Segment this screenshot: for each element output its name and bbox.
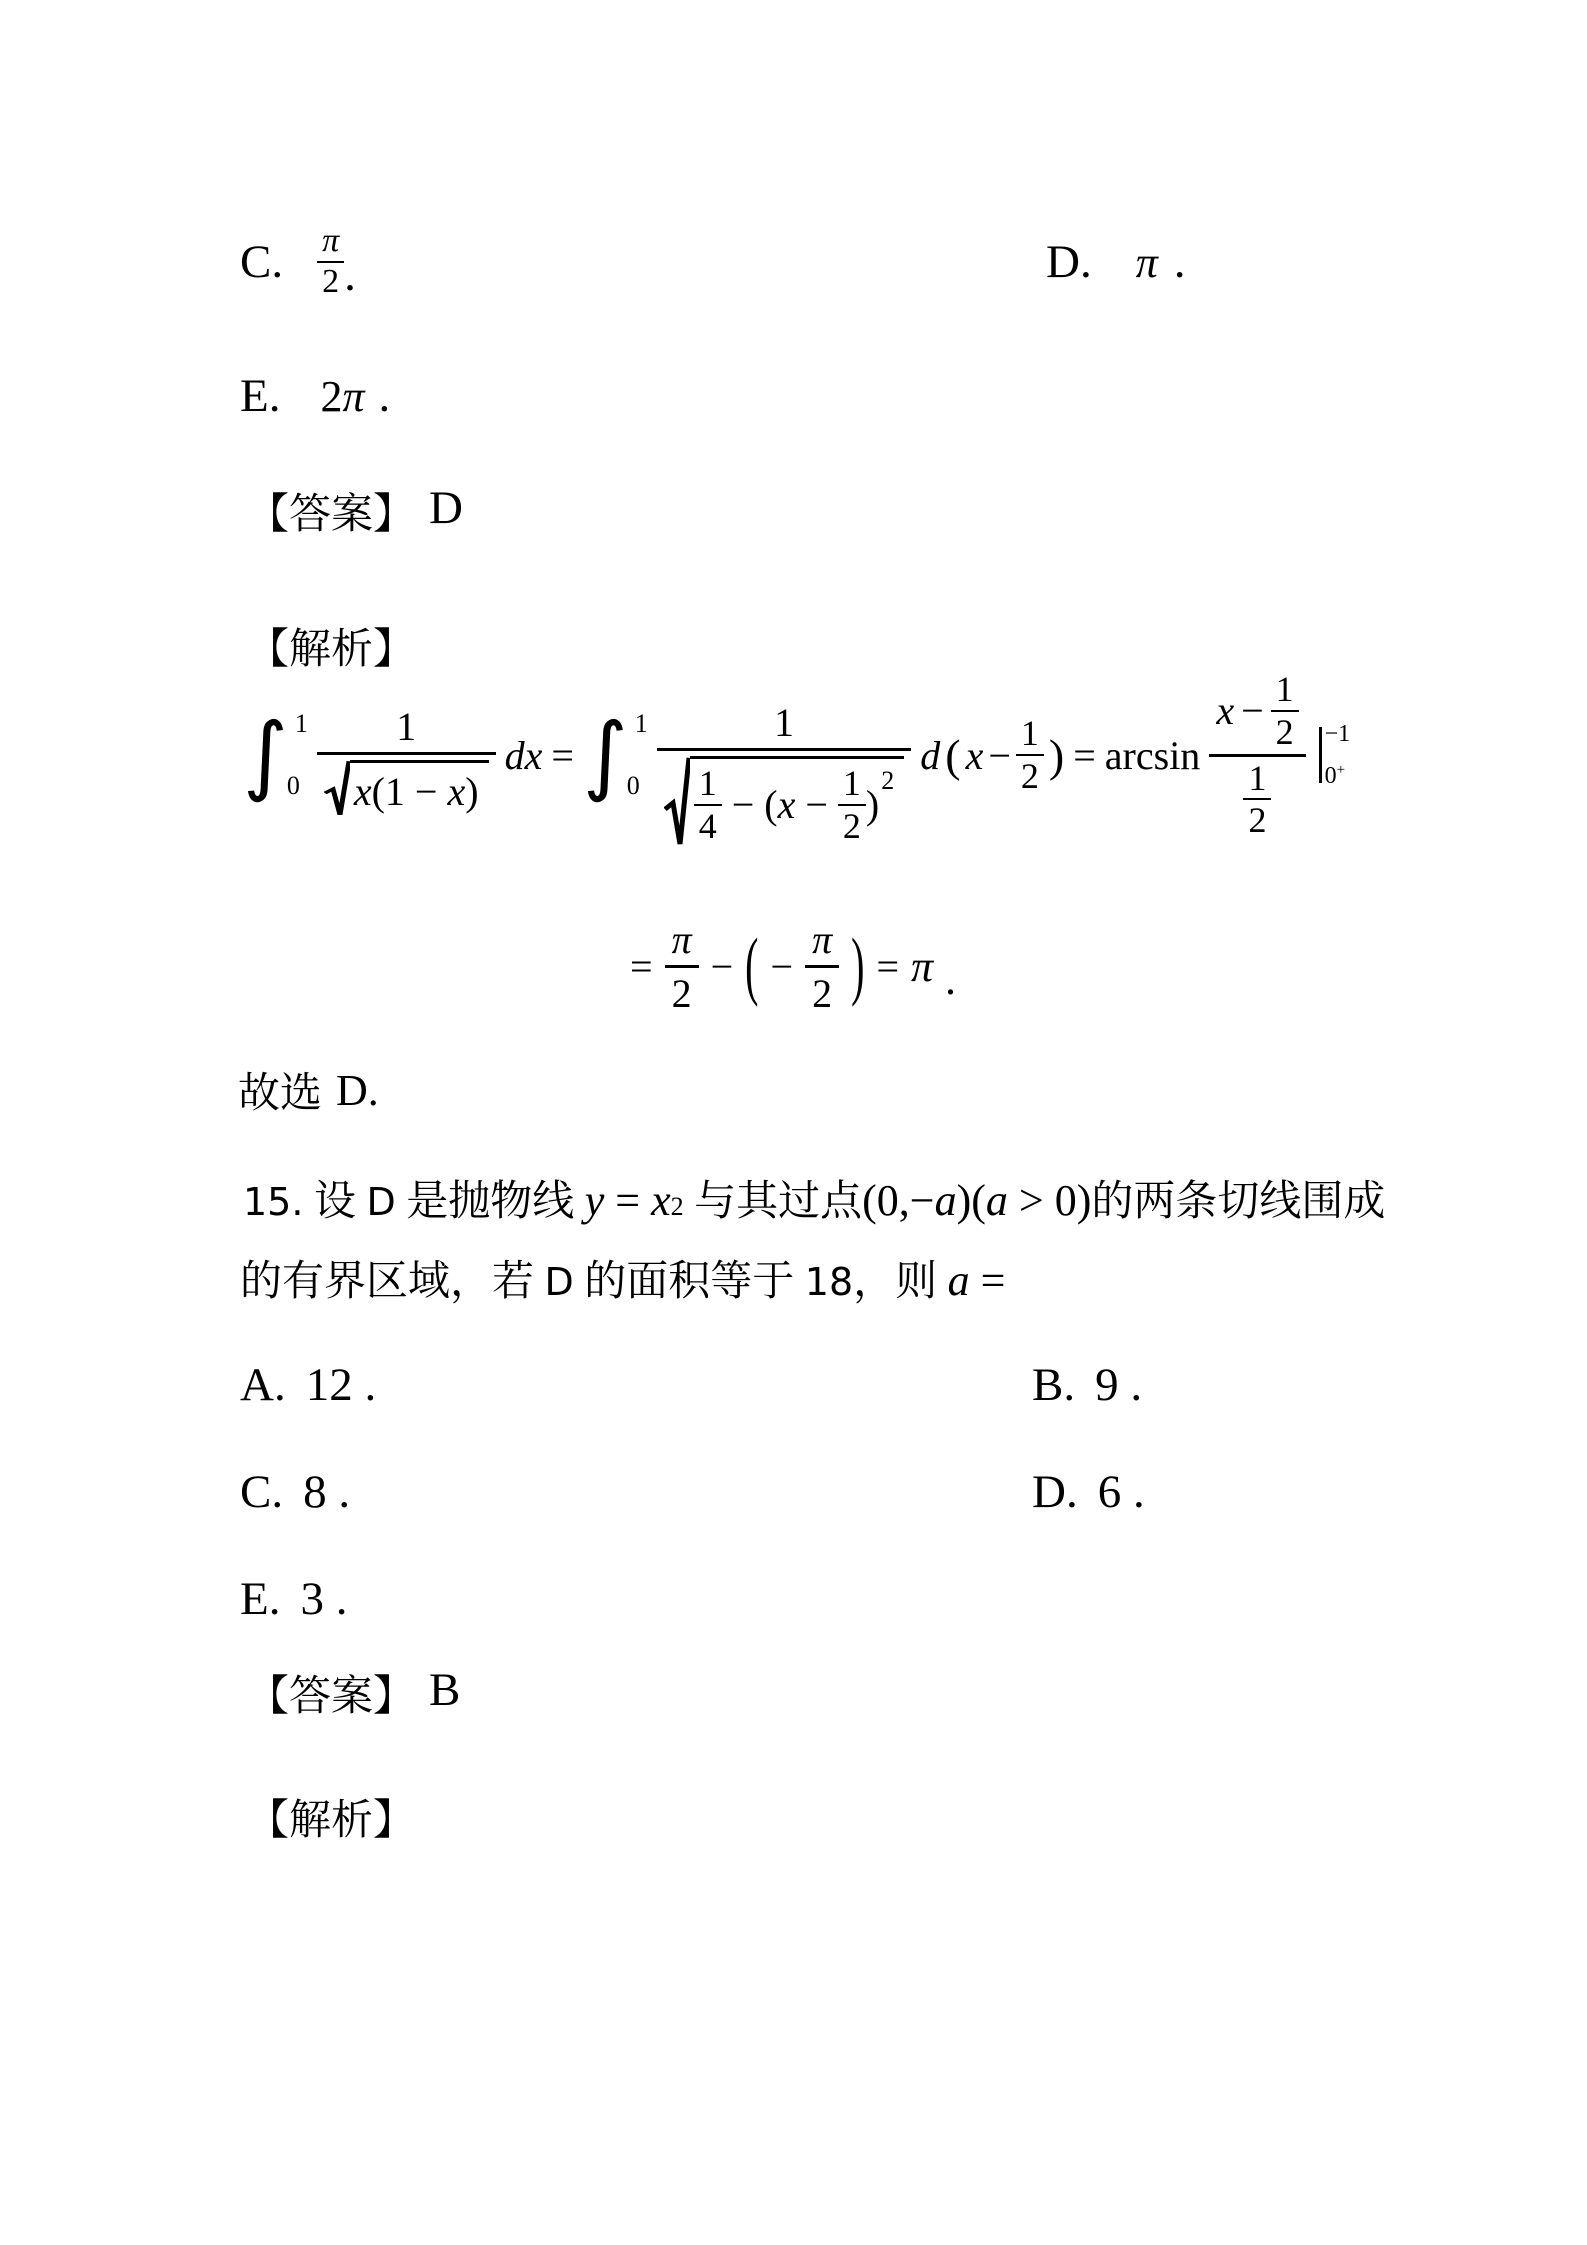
radical-sign <box>664 756 690 848</box>
fraction-denominator: 2 <box>842 805 861 846</box>
fraction-A <box>317 703 496 817</box>
equals-sign: = <box>876 943 899 989</box>
stem-text: 的有界区域，若 <box>240 1259 545 1305</box>
open-paren: ( <box>945 729 961 781</box>
q15-stem-line2 <box>240 1248 1006 1306</box>
conclusion-cjk: 故选 <box>238 1071 323 1117</box>
small-fraction <box>694 764 722 846</box>
exponent-2: 2 <box>670 1192 684 1221</box>
fraction-numerator: 1 <box>698 762 717 803</box>
conclusion-letter: D. <box>336 1065 379 1115</box>
exponent-2: 2 <box>881 765 895 795</box>
math-var-x: x <box>651 1176 671 1225</box>
radicand <box>690 756 905 848</box>
square-root <box>324 760 489 817</box>
eval-lower-limit <box>1325 763 1351 788</box>
small-fraction <box>1271 670 1299 752</box>
q14-option-e-period: . <box>378 370 391 422</box>
fraction-numerator: 1 <box>1275 668 1294 709</box>
math-var-a: a <box>947 1256 970 1305</box>
stem-text: 的两条切线围成 <box>1091 1179 1386 1225</box>
q14-option-e <box>240 366 390 426</box>
stem-text: ，则 <box>853 1259 948 1305</box>
period: . <box>945 954 957 1004</box>
q14-option-d-label: D. <box>1046 236 1092 288</box>
fraction-numerator: 1 <box>1020 713 1039 754</box>
integral-limits <box>288 711 308 799</box>
small-fraction <box>1243 759 1271 841</box>
fraction-numerator: 1 <box>1248 757 1267 798</box>
stem-text: 与其过点 <box>683 1179 863 1225</box>
math-text: − ( <box>721 782 778 827</box>
math-text: > 0) <box>1007 1176 1092 1225</box>
fraction-numerator: π <box>671 916 692 962</box>
radicand <box>350 760 489 817</box>
minus-sign: − <box>795 782 838 827</box>
math-var-a: a <box>985 1176 1008 1225</box>
q14-answer-row <box>247 480 463 542</box>
arcsin-argument-fraction <box>1209 670 1305 841</box>
plus-superscript: + <box>1336 762 1346 778</box>
q14-option-c-fraction <box>317 223 344 300</box>
integral-sign: ∫ <box>582 705 628 805</box>
q14-answer-label: 【答案】 <box>247 492 416 538</box>
math-text: ) <box>865 782 880 827</box>
q15-stem-line1 <box>243 1168 1385 1232</box>
minus-sign: − <box>988 732 1011 778</box>
area-value: 18 <box>804 1260 854 1304</box>
math-var-x: x <box>777 782 796 827</box>
region-D: D <box>366 1180 396 1224</box>
integral-lower-limit: 0 <box>626 771 640 800</box>
q14-analysis-label: 【解析】 <box>247 627 416 673</box>
stem-text: 设 <box>303 1179 367 1225</box>
q15-answer-value: B <box>429 1664 461 1716</box>
equals-sign: = <box>1073 732 1096 778</box>
fraction-denominator: 2 <box>1275 711 1294 752</box>
q14-option-d <box>1046 235 1186 289</box>
q15-option-b <box>1032 1358 1142 1412</box>
q15-option-c-label: C. <box>240 1466 284 1518</box>
q15-options-row-ab <box>240 1356 1547 1414</box>
fraction-bar <box>317 752 496 755</box>
close-paren: ) <box>851 922 865 1008</box>
math-var-y: y <box>584 1176 605 1225</box>
q15-answer-label: 【答案】 <box>247 1674 416 1720</box>
integral-2 <box>582 705 648 805</box>
q15-option-e <box>240 1570 347 1628</box>
q14-option-c-label: C. <box>240 236 284 288</box>
fraction-denominator: 2 <box>812 970 833 1016</box>
fraction-numerator: 1 <box>773 699 794 745</box>
math-text: (1 − <box>371 769 448 814</box>
pi-result: π <box>911 941 934 991</box>
square-root <box>664 756 905 848</box>
q14-conclusion <box>238 1064 379 1116</box>
fraction-bar <box>657 748 912 751</box>
small-fraction <box>1016 714 1044 796</box>
solution-formula-line1 <box>243 652 1350 858</box>
differential-term <box>920 714 1064 796</box>
q15-option-d-label: D. <box>1032 1466 1078 1518</box>
stem-text: 的面积等于 <box>573 1259 805 1305</box>
math-var-x: x <box>1216 688 1235 734</box>
arcsin-text: arcsin <box>1104 732 1201 778</box>
math-var-x: x <box>353 769 372 814</box>
q15-option-d-value: 6 . <box>1097 1466 1145 1518</box>
evaluation-bar <box>1319 722 1351 788</box>
small-fraction <box>838 764 866 846</box>
minus-sign: − <box>710 943 734 989</box>
equals-sign: = <box>604 1176 652 1225</box>
radical-sign <box>324 760 350 817</box>
q15-option-b-label: B. <box>1032 1359 1076 1411</box>
fraction-numerator: 1 <box>842 762 861 803</box>
eval-lower-value: 0 <box>1324 763 1337 789</box>
fraction-denominator: 4 <box>698 805 717 846</box>
question-number: 15. <box>243 1180 304 1224</box>
minus-sign: − <box>770 943 794 989</box>
q14-option-e-value-pi: π <box>342 371 365 421</box>
q15-option-c-value: 8 . <box>303 1466 351 1518</box>
fraction-denominator: 2 <box>1020 756 1039 796</box>
q14-option-e-value-num: 2 <box>320 371 343 421</box>
q15-options-row-cd <box>240 1463 1547 1521</box>
integral-limits <box>628 711 648 799</box>
q15-analysis-label: 【解析】 <box>247 1798 416 1844</box>
math-var-x: x <box>965 732 984 778</box>
vertical-rule <box>1319 727 1322 783</box>
math-var-x: x <box>447 769 466 814</box>
fraction-numerator: 1 <box>396 704 417 749</box>
q15-analysis-heading <box>247 1786 415 1848</box>
fraction-numerator: π <box>322 222 340 260</box>
equals-sign: = <box>551 732 574 778</box>
q15-option-e-label: E. <box>240 1573 281 1625</box>
fraction-bar <box>805 965 839 968</box>
integral-upper-limit: 1 <box>634 709 648 738</box>
math-var-d: d <box>920 732 941 778</box>
eval-upper-limit: −1 <box>1324 721 1351 747</box>
equals-sign: = <box>969 1256 1006 1305</box>
region-D: D <box>544 1260 574 1304</box>
pi-half-fraction <box>805 916 839 1017</box>
open-paren: ( <box>745 922 759 1008</box>
q15-option-a-value: 12 . <box>305 1359 377 1411</box>
math-text: (0,− <box>862 1176 935 1225</box>
q14-option-d-value: π <box>1135 237 1158 287</box>
equals-sign: = <box>630 943 653 989</box>
fraction-denominator: 2 <box>322 263 340 300</box>
math-var-a: a <box>934 1176 957 1225</box>
q14-answer-value: D <box>429 482 463 534</box>
q15-answer-row <box>247 1662 460 1724</box>
math-text: ) <box>465 769 479 814</box>
fraction-B <box>657 699 912 848</box>
integral-lower-limit: 0 <box>286 771 300 800</box>
q15-option-a-label: A. <box>240 1359 286 1411</box>
solution-formula-line2 <box>630 918 956 1014</box>
minus-sign: − <box>1241 688 1264 734</box>
q15-option-d <box>1032 1465 1145 1519</box>
integral-sign: ∫ <box>243 705 288 805</box>
q14-options-row-cd <box>240 212 1547 312</box>
q14-option-e-label: E. <box>240 370 281 422</box>
fraction-denominator: 2 <box>671 970 692 1016</box>
integral-upper-limit: 1 <box>294 709 308 738</box>
stem-text: 是抛物线 <box>395 1179 585 1225</box>
close-paren: ) <box>1048 729 1065 781</box>
differential-dx: dx <box>504 732 543 778</box>
math-text: )( <box>956 1176 986 1225</box>
q14-option-c-period: . <box>344 249 356 301</box>
integral-1 <box>243 705 308 805</box>
pi-half-fraction <box>665 916 699 1017</box>
fraction-numerator: π <box>812 916 833 962</box>
fraction-bar <box>1209 754 1305 757</box>
q15-option-b-value: 9 . <box>1095 1359 1143 1411</box>
fraction-denominator: 2 <box>1248 800 1267 841</box>
q15-option-e-value: 3 . <box>300 1573 348 1625</box>
fraction-bar <box>665 965 699 968</box>
q14-option-d-period: . <box>1173 236 1186 288</box>
